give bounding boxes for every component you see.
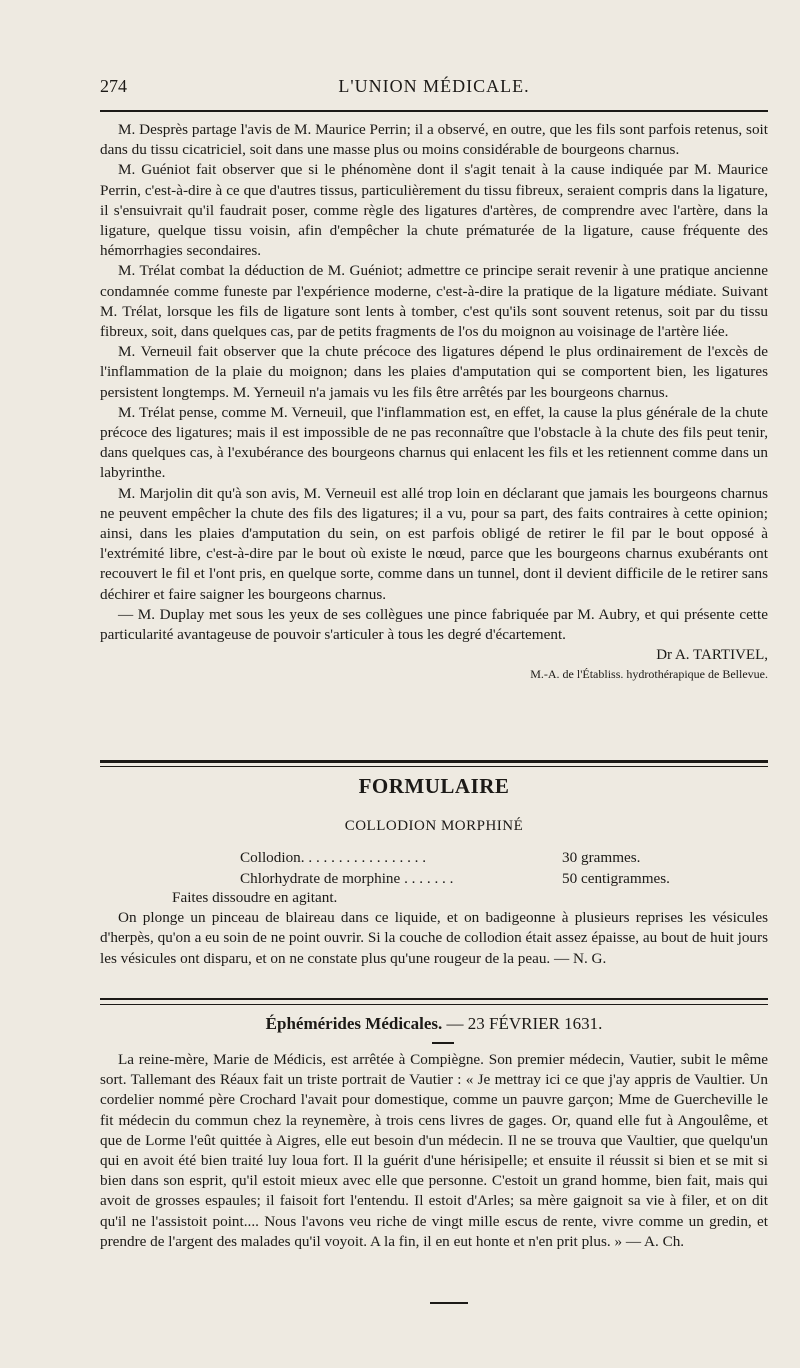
header-rule	[100, 110, 768, 112]
section-divider-thin	[100, 766, 768, 767]
title-ornament-rule	[432, 1042, 454, 1044]
section-divider-thin	[100, 1004, 768, 1005]
formulaire-title: FORMULAIRE	[358, 774, 510, 798]
formula-name: COLLODION MORPHINÉ	[344, 818, 524, 834]
running-title: L'UNION MÉDICALE.	[338, 76, 530, 96]
ingredient-quantity: 30 grammes.	[562, 849, 641, 866]
formula-instruction: Faites dissoudre en agitant.	[172, 889, 338, 906]
section-divider-thick	[100, 760, 768, 763]
formulaire-body	[100, 888, 768, 969]
formula-text: On plonge un pinceau de blaireau dans ce liquide, et on badigeonne à plusieurs reprises les vésicules d'herpès, qu'on a eu soin de ne point ouvrir. Si la couche de collodion était assez épaisse, au bout de huit jours les vésicules ont disparu, et on ne constate plus qu'une rougeur de la peau. — N. G.	[100, 909, 768, 967]
page-number: 274	[100, 76, 127, 96]
article-paragraph: M. Trélat combat la déduction de M. Guéniot; admettre ce principe serait revenir à une pratique ancienne condamnée comme funeste par l'expérience moderne, c'est-à-dire la pratique de la ligature médiate. Suivant M. Trélat, lorsque les fils de ligature sont lents à tomber, c'est qu'ils sont souvent retenus, soit par du tissu fibreux, soit, dans quelques cas, par de petits fragments de l'os du moignon au voisinage de l'artère liée.	[100, 262, 768, 341]
ingredient-quantity: 50 centigrammes.	[562, 870, 670, 887]
article-paragraph: — M. Duplay met sous les yeux de ses collègues une pince fabriquée par M. Aubry, et qui présente cette particularité avantageuse de pouvoir s'articuler à tous les degré d'écartement.	[100, 605, 768, 644]
article-paragraph: M. Marjolin dit qu'à son avis, M. Verneuil est allé trop loin en déclarant que jamais les bourgeons charnus ne peuvent empêcher la chute des fils des ligatures; il a vu, pour sa part, des faits contraires à cette opinion; ainsi, dans les plaies d'amputation du sein, on est parfois obligé de retirer le fil par le bout opposé à l'extrémité libre, c'est-à-dire par le bout où existe le nœud, parce que les bourgeons charnus exubérants ont recouvert le fil et l'ont pris, en quelque sorte, comme dans un tunnel, dont il devient difficile de le retirer sans déchirer et faire saigner les bourgeons charnus.	[100, 484, 768, 603]
ingredient-name: Chlorhydrate de morphine . . . . . . .	[240, 870, 454, 887]
article-paragraph: M. Trélat pense, comme M. Verneuil, que l'inflammation est, en effet, la cause la plus générale de la chute précoce des ligatures; mais il est impossible de ne pas reconnaître que l'obstacle à la chute des fils peut tenir, dans quelques cas, à l'exubérance des bourgeons charnus qui enlacent les fils et les retiennent comme dans un labyrinthe.	[100, 403, 768, 482]
ephemerides-text: La reine-mère, Marie de Médicis, est arrêtée à Compiègne. Son premier médecin, Vautier, subit le même sort. Tallemant des Réaux fait un triste portrait de Vautier : « Je mettray ici ce que j'ay appris de Vaultier. Un cordelier nommé père Crochard l'avait pour domestique, comme un pauvre garçon; Mme de Guercheville le fit médecin du commun chez la reynemère, à trois cens livres de gages. Or, quand elle fut à Angoulême, et que de Lorme l'eût quittée à Aigres, elle eut besoin d'un médecin. Il ne se trouva que Vaultier, que quelqu'un qui en avoit été bien traité luy loua fort. Il la guérit d'une hérisipelle; et ensuite il réussit si bien et se mit si bien dans son esprit, qu'il estoit mieux avec elle que personne. C'estoit un grand homme, bien fait, mais qui avoit de grosses espaules; il faisoit fort l'entendu. Il estoit d'Arles; sa mère gaignoit sa vie à filer, et on dit qu'il ne l'assistoit point.... Nous l'avons veu riche de vingt mille escus de rente, vivre comme un gredin, et prendre de l'argent des malades qu'il voyoit. A la fin, il en eut honte et n'en prit plus. » — A. Ch.	[100, 1051, 768, 1250]
ephemerides-title	[100, 1014, 768, 1034]
ephemerides-date: — 23 FÉVRIER 1631.	[446, 1014, 603, 1033]
author-affiliation: M.-A. de l'Établiss. hydrothérapique de Bellevue.	[530, 667, 768, 682]
section-divider-thick	[100, 998, 768, 1000]
running-header	[100, 76, 768, 100]
end-rule	[430, 1302, 468, 1304]
article-paragraph: M. Guéniot fait observer que si le phénomène dont il s'agit tenait à la cause indiquée par M. Maurice Perrin, c'est-à-dire à ce que d'autres tissus, particulièrement du tissu fibreux, seraient compris dans la ligature, il s'ensuivrait qu'il faudrait poser, comme règle des ligatures d'artères, de comprendre avec l'artère, dans la ligature, quelque tissu voisin, afin d'empêcher la chute prématurée de la ligature, cause fréquente des hémorrhagies secondaires.	[100, 161, 768, 260]
author-signature: Dr A. TARTIVEL,	[656, 647, 768, 664]
article-paragraph: M. Verneuil fait observer que la chute précoce des ligatures dépend le plus ordinairement de l'excès de l'inflammation de la plaie du moignon; dans les plaies d'amputation qui se comportent bien, les ligatures persistent longtemps. M. Yerneuil n'a jamais vu les fils être arrêtés par les bourgeons charnus.	[100, 343, 768, 401]
ingredient-name: Collodion. . . . . . . . . . . . . . . . .	[240, 849, 427, 866]
article-paragraph: M. Desprès partage l'avis de M. Maurice Perrin; il a observé, en outre, que les fils sont parfois retenus, soit dans du tissu cicatriciel, soit dans une masse plus ou moins considérable de bourgeons charnus.	[100, 121, 768, 159]
article-body	[100, 120, 768, 683]
ephemerides-body	[100, 1050, 768, 1252]
ephemerides-heading: Éphémérides Médicales.	[265, 1014, 443, 1033]
ingredient-row	[240, 847, 700, 868]
ingredient-row	[240, 868, 700, 889]
